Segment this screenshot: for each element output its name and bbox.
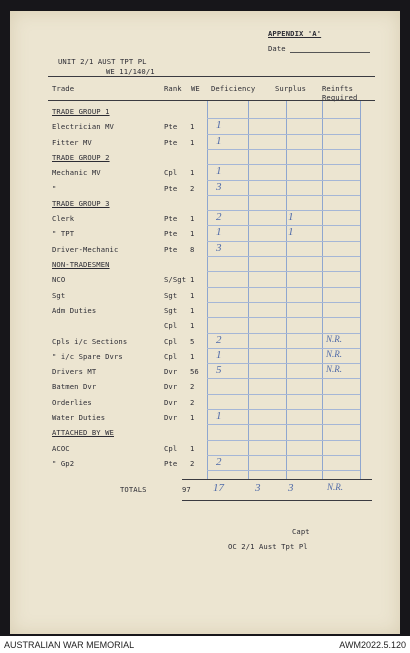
grid-row-line — [207, 424, 360, 425]
grid-row-line — [207, 225, 360, 226]
totals-label: TOTALS — [120, 485, 147, 494]
grid-row-line — [207, 271, 360, 272]
row-rank: Pte — [164, 122, 178, 132]
row-rank: Sgt — [164, 290, 178, 300]
row-trade: Driver-Mechanic — [52, 244, 119, 254]
unit-line: UNIT 2/1 AUST TPT PL — [58, 57, 147, 66]
grid-row-line — [207, 409, 360, 410]
row-surplus: 1 — [288, 211, 294, 224]
row-rank: Cpl — [164, 443, 178, 453]
totals-rule-top — [182, 479, 372, 480]
footer-institution: AUSTRALIAN WAR MEMORIAL — [4, 640, 135, 650]
grid-row-line — [207, 302, 360, 303]
row-we: 1 — [190, 351, 195, 361]
grid-row-line — [207, 118, 360, 119]
row-trade: Fitter MV — [52, 137, 92, 147]
row-reinfts: N.R. — [326, 333, 343, 344]
row-rank: Dvr — [164, 367, 178, 377]
row-rank: S/Sgt — [164, 275, 187, 285]
group-heading: NON-TRADESMEN — [52, 260, 110, 269]
grid-row-line — [207, 180, 360, 181]
row-trade: " Gp2 — [52, 458, 75, 468]
row-we: 1 — [190, 443, 195, 453]
grid-row-line — [207, 195, 360, 196]
date-line — [290, 52, 370, 53]
row-rank: Dvr — [164, 397, 178, 407]
row-trade: Orderlies — [52, 397, 92, 407]
row-trade: Water Duties — [52, 413, 106, 422]
row-deficiency: 5 — [216, 364, 222, 377]
row-deficiency: 1 — [216, 119, 222, 132]
totals-we: 97 — [182, 485, 191, 494]
grid-row-line — [207, 134, 360, 135]
row-we: 1 — [190, 305, 195, 315]
col-surplus: Surplus — [275, 84, 306, 93]
row-trade: Mechanic MV — [52, 168, 101, 178]
row-we: 2 — [190, 382, 195, 392]
totals-deficiency: 17 — [213, 482, 224, 494]
grid-column-line — [248, 101, 249, 479]
row-rank: Pte — [164, 229, 178, 239]
row-rank: Cpl — [164, 321, 178, 331]
col-rank: Rank — [164, 84, 182, 93]
row-surplus: 1 — [288, 226, 294, 239]
row-deficiency: 3 — [216, 180, 222, 193]
row-we: 56 — [190, 367, 199, 377]
signature-rank: Capt — [292, 527, 310, 536]
row-rank: Pte — [164, 458, 178, 468]
grid-row-line — [207, 455, 360, 456]
grid-row-line — [207, 149, 360, 150]
row-we: 1 — [190, 229, 195, 239]
signature-title: OC 2/1 Aust Tpt Pl — [228, 542, 308, 551]
row-trade: Adm Duties — [52, 305, 97, 315]
grid-row-line — [207, 394, 360, 395]
row-deficiency: 1 — [216, 165, 222, 178]
grid-row-line — [207, 256, 360, 257]
row-deficiency: 2 — [216, 211, 222, 224]
appendix-heading: APPENDIX 'A' — [268, 29, 322, 38]
grid-row-line — [207, 317, 360, 318]
row-trade: Drivers MT — [52, 367, 97, 377]
col-deficiency: Deficiency — [211, 84, 256, 93]
row-rank: Pte — [164, 214, 178, 224]
row-we: 1 — [190, 413, 195, 422]
row-deficiency: 1 — [216, 134, 222, 147]
grid-row-line — [207, 164, 360, 165]
row-deficiency: 2 — [216, 333, 222, 346]
row-trade: Clerk — [52, 214, 75, 224]
row-deficiency: 3 — [216, 241, 222, 254]
row-deficiency: 1 — [216, 226, 222, 239]
row-we: 2 — [190, 397, 195, 407]
group-heading: TRADE GROUP 1 — [52, 107, 110, 116]
totals-rule-bottom — [182, 500, 372, 501]
totals-reinfts-b: N.R. — [327, 482, 344, 492]
row-rank: Dvr — [164, 413, 178, 422]
col-trade: Trade — [52, 84, 75, 93]
row-we: 5 — [190, 336, 195, 346]
totals-surplus: 3 — [255, 482, 261, 494]
grid-column-line — [286, 101, 287, 479]
row-rank: Cpl — [164, 336, 178, 346]
row-trade: Sgt — [52, 290, 66, 300]
row-trade: NCO — [52, 275, 66, 285]
header-rule-top — [48, 76, 375, 77]
grid-row-line — [207, 470, 360, 471]
row-we: 1 — [190, 168, 195, 178]
totals-reinfts-a: 3 — [288, 482, 294, 494]
grid-column-line — [360, 101, 361, 479]
row-we: 1 — [190, 321, 195, 331]
row-rank: Cpl — [164, 168, 178, 178]
row-trade: ACOC — [52, 443, 70, 453]
col-reinfts-required: Reinfts Required — [322, 84, 358, 102]
group-heading: ATTACHED BY WE — [52, 428, 114, 438]
row-deficiency: 1 — [216, 348, 222, 361]
group-heading: TRADE GROUP 3 — [52, 198, 110, 208]
row-trade: " i/c Spare Dvrs — [52, 351, 123, 361]
footer-accession: AWM2022.5.120 — [339, 640, 406, 650]
row-reinfts: N.R. — [326, 364, 343, 375]
row-trade: Cpls i/c Sections — [52, 336, 128, 346]
date-label: Date — [268, 44, 286, 53]
row-we: 1 — [190, 214, 195, 224]
group-heading: TRADE GROUP 2 — [52, 152, 110, 162]
grid-row-line — [207, 287, 360, 288]
row-deficiency: 1 — [216, 410, 222, 422]
header-rule-bottom — [48, 100, 375, 101]
archive-footer — [0, 636, 410, 653]
grid-row-line — [207, 440, 360, 441]
row-we: 2 — [190, 458, 195, 468]
row-reinfts: N.R. — [326, 348, 343, 359]
row-we: 8 — [190, 244, 195, 254]
row-we: 2 — [190, 183, 195, 193]
row-we: 1 — [190, 122, 195, 132]
row-rank: Pte — [164, 244, 178, 254]
row-rank: Cpl — [164, 351, 178, 361]
row-rank: Dvr — [164, 382, 178, 392]
row-we: 1 — [190, 137, 195, 147]
row-rank: Sgt — [164, 305, 178, 315]
grid-row-line — [207, 241, 360, 242]
row-trade: " — [52, 183, 57, 193]
grid-column-line — [207, 101, 208, 479]
row-we: 1 — [190, 290, 195, 300]
grid-row-line — [207, 378, 360, 379]
grid-row-line — [207, 210, 360, 211]
col-we: WE — [191, 84, 200, 93]
row-we: 1 — [190, 275, 195, 285]
row-trade: Electrician MV — [52, 122, 114, 132]
row-rank: Pte — [164, 137, 178, 147]
row-rank: Pte — [164, 183, 178, 193]
document-page — [10, 11, 400, 634]
row-deficiency: 2 — [216, 455, 222, 468]
grid-column-line — [322, 101, 323, 479]
row-trade: Batmen Dvr — [52, 382, 97, 392]
row-trade: " TPT — [52, 229, 75, 239]
we-line: WE 11/140/1 — [106, 67, 155, 76]
